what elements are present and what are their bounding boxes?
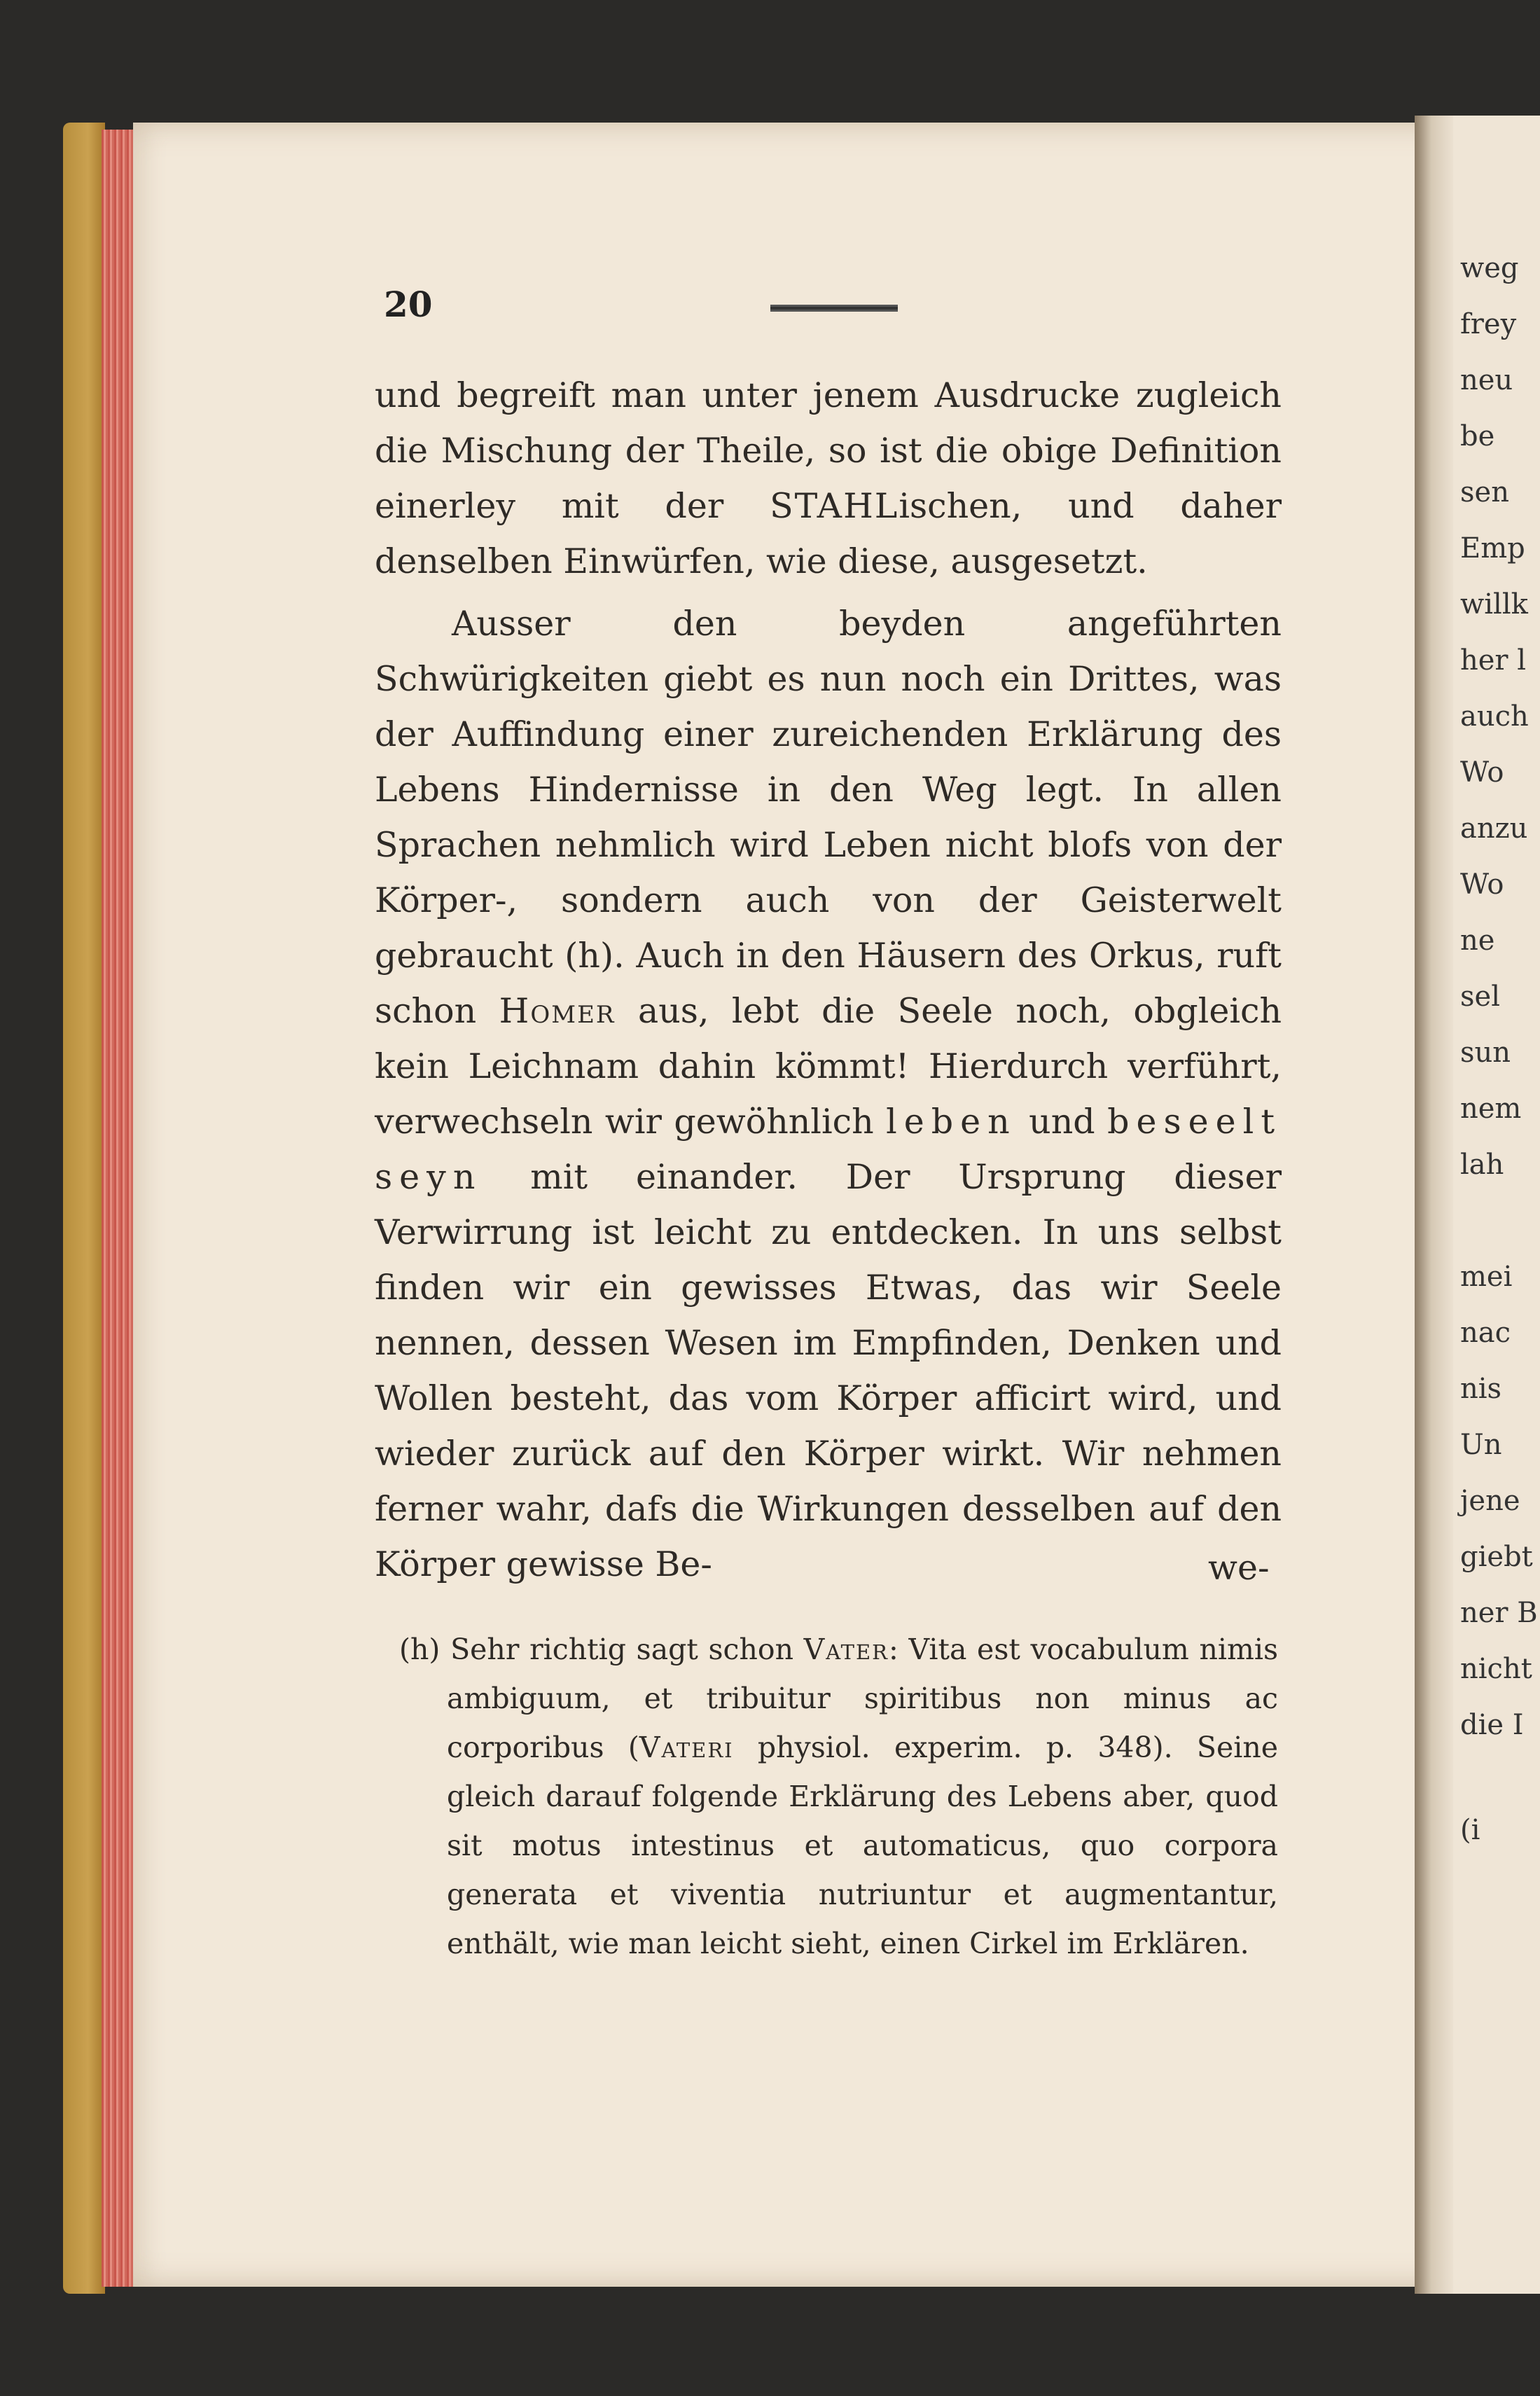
paragraph-2-text-c: mit einander. Der Ursprung dieser Verwirrung ist leicht zu entdecken. In uns selbst finden wir ein gewisses Etwas, das wir Seele nennen, dessen Wesen im Empfinden, Denken und Wollen besteht, das vom Körper afficirt wird, und wieder zurück auf den Körper wirkt. Wir nehmen ferner wahr, dafs die Wirkungen desselben auf den Körper gewisse Be-: [375, 1157, 1282, 1584]
header-rule: [770, 305, 898, 312]
right-page-fragment-line: anzu: [1460, 812, 1528, 845]
footnote-marker: (h): [399, 1633, 441, 1666]
footnote-h: [399, 1625, 1278, 1968]
paragraph-1: [375, 368, 1282, 589]
cover-edge: [63, 123, 105, 2294]
footnote-text-b: : Vita est vocabulum nimis ambiguum, et tribuitur spiritibus non minus ac corporibus (: [447, 1633, 1278, 1764]
name-vateri: Vateri: [639, 1731, 734, 1764]
paragraph-2-text-a: Ausser den beyden angeführten Schwürigkeiten giebt es nun noch ein Drittes, was der Auffindung einer zureichenden Erklärung des Lebens Hindernisse in den Weg legt. In allen Sprachen nehmlich wird Leben nicht blofs von der Körper-, sondern auch von der Geisterwelt gebraucht (h). Auch in den Häusern des Orkus, ruft schon: [375, 604, 1282, 1031]
name-stahl: STAHL: [770, 486, 899, 526]
right-page-fragment: [1453, 116, 1540, 2294]
footnote-text-c: physiol. experim. p. 348). Seine gleich darauf folgende Erklärung des Lebens aber, quod sit motus intestinus et automaticus, quo corpora generata et viventia nutriuntur et augmentantur, enthält, wie man leicht sieht, einen Cirkel im Erklären.: [447, 1731, 1279, 1960]
term-beseelt-seyn: beseelt seyn: [375, 1102, 1282, 1197]
paragraph-2-text-b: aus, lebt die Seele noch, obgleich kein Leichnam dahin kömmt! Hierdurch verführt, verwechseln wir gewöhnlich: [375, 991, 1282, 1142]
right-page-fragment-line: auch: [1460, 700, 1529, 733]
right-page-fragment-line: nac: [1460, 1317, 1511, 1349]
right-page-fragment-line: lah: [1460, 1149, 1504, 1181]
right-page-fragment-line: (i: [1460, 1814, 1480, 1846]
right-page-fragment-line: be: [1460, 420, 1495, 452]
right-page-fragment-line: giebt: [1460, 1541, 1533, 1573]
paragraph-1-text: und begreift man unter jenem Ausdrucke zugleich die Mischung der Theile, so ist die obige Definition einerley mit der: [375, 375, 1282, 526]
right-page-fragment-line: weg: [1460, 252, 1519, 284]
right-page-fragment-line: sun: [1460, 1037, 1511, 1069]
right-page-fragment-line: jene: [1460, 1485, 1520, 1517]
footnote-text-a: Sehr richtig sagt schon: [440, 1633, 804, 1666]
right-page-fragment-line: nis: [1460, 1373, 1502, 1405]
right-page-fragment-line: neu: [1460, 364, 1513, 396]
right-page-fragment-line: sel: [1460, 981, 1500, 1013]
page-edges: [102, 130, 133, 2287]
right-page-fragment-line: Wo: [1460, 868, 1504, 901]
paragraph-2-und: und: [1016, 1102, 1108, 1142]
right-page-fragment-line: Un: [1460, 1429, 1502, 1461]
right-page-fragment-line: ner B: [1460, 1597, 1538, 1629]
paragraph-2: [375, 596, 1282, 1592]
right-page-fragment-line: Wo: [1460, 756, 1504, 789]
right-page-fragment-line: mei: [1460, 1261, 1513, 1293]
page-header: [384, 284, 1294, 326]
gutter: [1415, 116, 1457, 2294]
body-text: [375, 368, 1282, 1592]
right-page-fragment-line: frey: [1460, 308, 1517, 340]
right-page-fragment-line: her l: [1460, 644, 1527, 677]
right-page-fragment-line: Emp: [1460, 532, 1525, 565]
right-page-fragment-line: willk: [1460, 588, 1528, 621]
term-leben: leben: [886, 1102, 1017, 1142]
right-page-fragment-line: nem: [1460, 1093, 1522, 1125]
catchword: we-: [1208, 1548, 1270, 1588]
footnote-body: [399, 1625, 1278, 1968]
right-page-fragment-line: sen: [1460, 476, 1509, 508]
right-page-fragment-line: ne: [1460, 925, 1495, 957]
paragraph-1-end: ischen, und daher denselben Einwürfen, wie diese, ausgesetzt.: [375, 486, 1282, 581]
name-homer: Homer: [499, 991, 616, 1031]
name-vater: Vater: [803, 1633, 889, 1666]
right-page-fragment-line: die I: [1460, 1709, 1524, 1741]
right-page-fragment-line: nicht: [1460, 1653, 1532, 1685]
page-number: 20: [384, 284, 433, 325]
